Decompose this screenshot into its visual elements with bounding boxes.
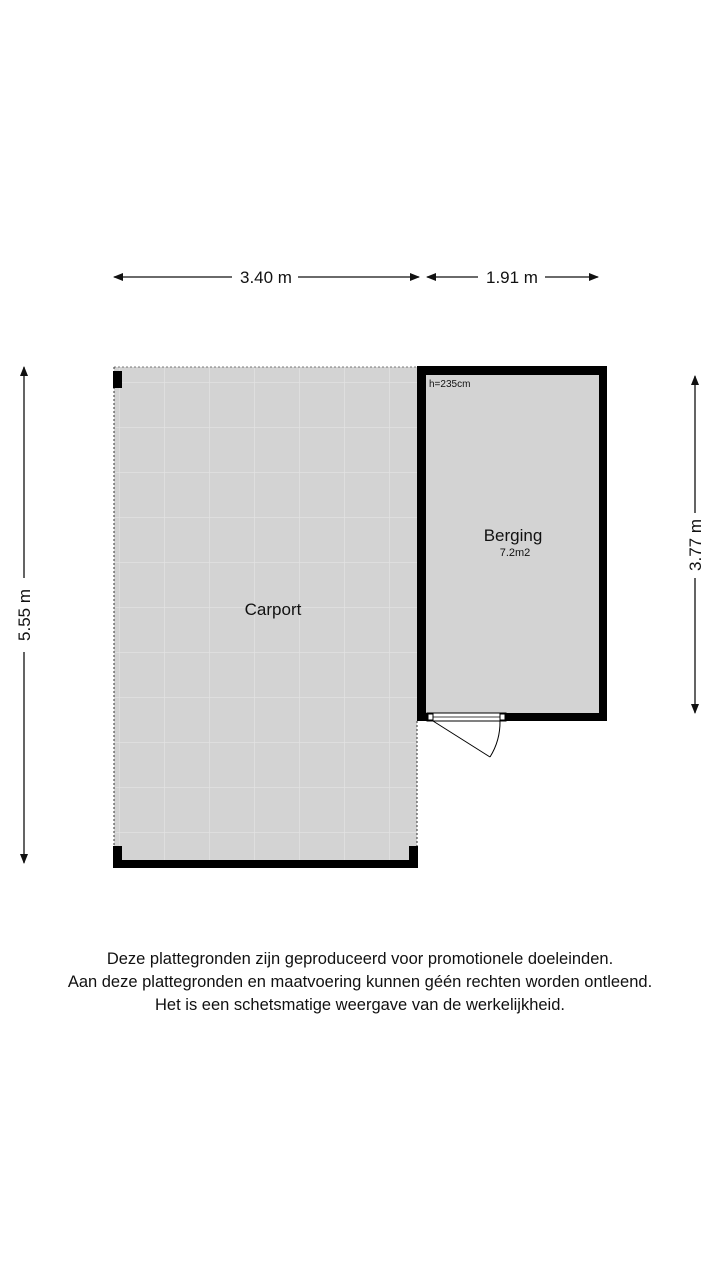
dimension-label: 1.91 m — [486, 268, 538, 287]
dimension-total-depth — [15, 367, 34, 863]
disclaimer — [0, 948, 720, 1017]
carport-post-top-left — [113, 371, 122, 388]
disclaimer-line: Aan deze plattegronden en maatvoering kunnen géén rechten worden ontleend. — [67, 973, 653, 991]
room-label-carport: Carport — [244, 600, 302, 619]
room-label-berging: Berging — [483, 526, 543, 545]
dimension-label: 3.40 m — [240, 268, 292, 287]
disclaimer-line: Het is een schetsmatige weergave van de werkelijkheid. — [155, 996, 565, 1014]
room-area-berging: 7.2m2 — [499, 547, 531, 559]
berging-wall-bottom-left — [417, 713, 427, 721]
dimension-carport-width — [114, 268, 419, 287]
berging-wall-right — [599, 366, 607, 721]
room-height-berging: h=235cm — [429, 379, 471, 390]
berging-wall-top — [417, 366, 607, 375]
door — [427, 713, 506, 757]
berging-wall-bottom-right — [506, 713, 607, 721]
dimension-label: 3.77 m — [686, 519, 705, 571]
berging-wall-left — [417, 366, 426, 721]
dimension-berging-width — [427, 268, 598, 287]
dimension-label: 5.55 m — [15, 589, 34, 641]
disclaimer-line: Deze plattegronden zijn geproduceerd voor promotionele doeleinden. — [106, 950, 614, 968]
carport-bottom-wall — [113, 860, 418, 868]
dimension-berging-depth — [686, 376, 705, 713]
